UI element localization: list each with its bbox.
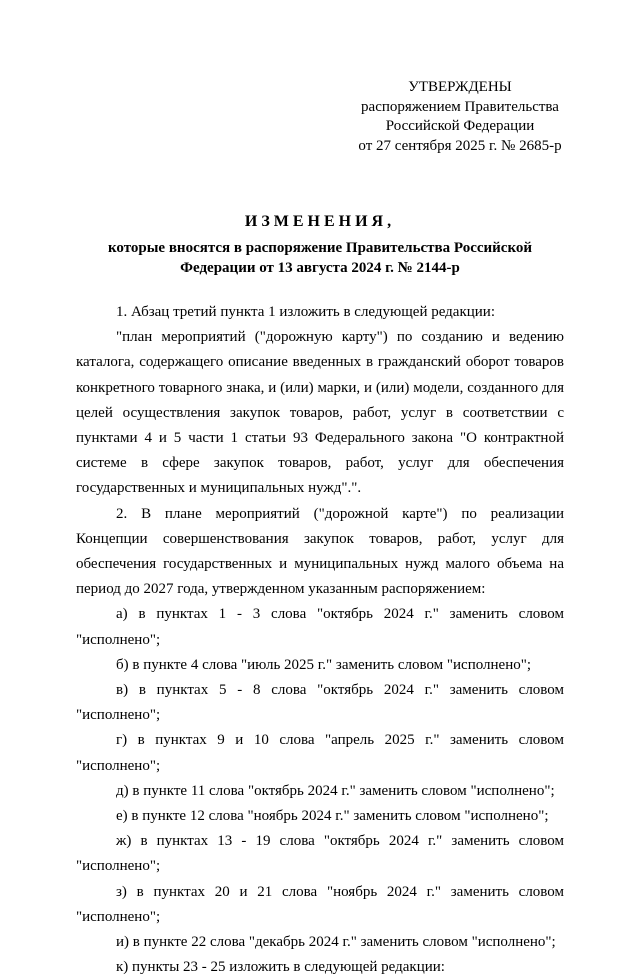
approval-line-2: Российской Федерации xyxy=(385,118,535,134)
item-i: и) в пункте 22 слова "декабрь 2024 г." заменить словом "исполнено"; xyxy=(116,934,556,951)
document-subtitle: которые вносятся в распоряжение Правительства Российской Федерации от 13 августа 2024 г. № 2144-р xyxy=(107,240,533,276)
item-d: д) в пункте 11 слова "октябрь 2024 г." заменить словом "исполнено"; xyxy=(116,782,555,799)
item-zh: ж) в пунктах 13 - 19 слова "октябрь 2024 г." заменить словом "исполнено"; xyxy=(76,833,564,875)
approval-line-3: от 27 сентября 2025 г. № 2685-р xyxy=(358,137,562,154)
item-z: з) в пунктах 20 и 21 слова "ноябрь 2024 г." заменить словом "исполнено"; xyxy=(76,883,564,925)
paragraph-2: 2. В плане мероприятий ("дорожной карте") по реализации Концепции совершенствования закупок товаров, работ, услуг для обеспечения государственных и муниципальных нужд малого объема на период до 2027 года, утвержденном указанным распоряжением: xyxy=(76,505,564,598)
item-v: в) в пунктах 5 - 8 слова "октябрь 2024 г." заменить словом "исполнено"; xyxy=(76,682,564,724)
document-title: ИЗМЕНЕНИЯ, xyxy=(244,213,396,230)
item-e: е) в пункте 12 слова "ноябрь 2024 г." заменить словом "исполнено"; xyxy=(116,808,549,825)
approval-line-1: распоряжением Правительства xyxy=(361,98,559,115)
approval-heading: УТВЕРЖДЕНЫ xyxy=(408,79,512,95)
paragraph-1: 1. Абзац третий пункта 1 изложить в следующей редакции: xyxy=(116,304,496,320)
item-k: к) пункты 23 - 25 изложить в следующей редакции: xyxy=(116,959,445,976)
item-b: б) в пункте 4 слова "июль 2025 г." заменить словом "исполнено"; xyxy=(116,656,532,673)
approval-block xyxy=(340,78,580,156)
item-g: г) в пунктах 9 и 10 слова "апрель 2025 г." заменить словом "исполнено"; xyxy=(76,732,564,774)
paragraph-quote: "план мероприятий ("дорожную карту") по созданию и ведению каталога, содержащего описание введенных в гражданский оборот товаров конкретного товарного знака, и (или) марки, и (или) модели, созданного для целей осуществления закупок товаров, работ, услуг в соответствии с пунктами 4 и 5 части 1 статьи 93 Федерального закона "О контрактной системе в сфере закупок товаров, работ, услуг для обеспечения государственных и муниципальных нужд".". xyxy=(76,329,564,497)
item-a: а) в пунктах 1 - 3 слова "октябрь 2024 г." заменить словом "исполнено"; xyxy=(76,606,564,648)
document-body xyxy=(76,300,564,980)
